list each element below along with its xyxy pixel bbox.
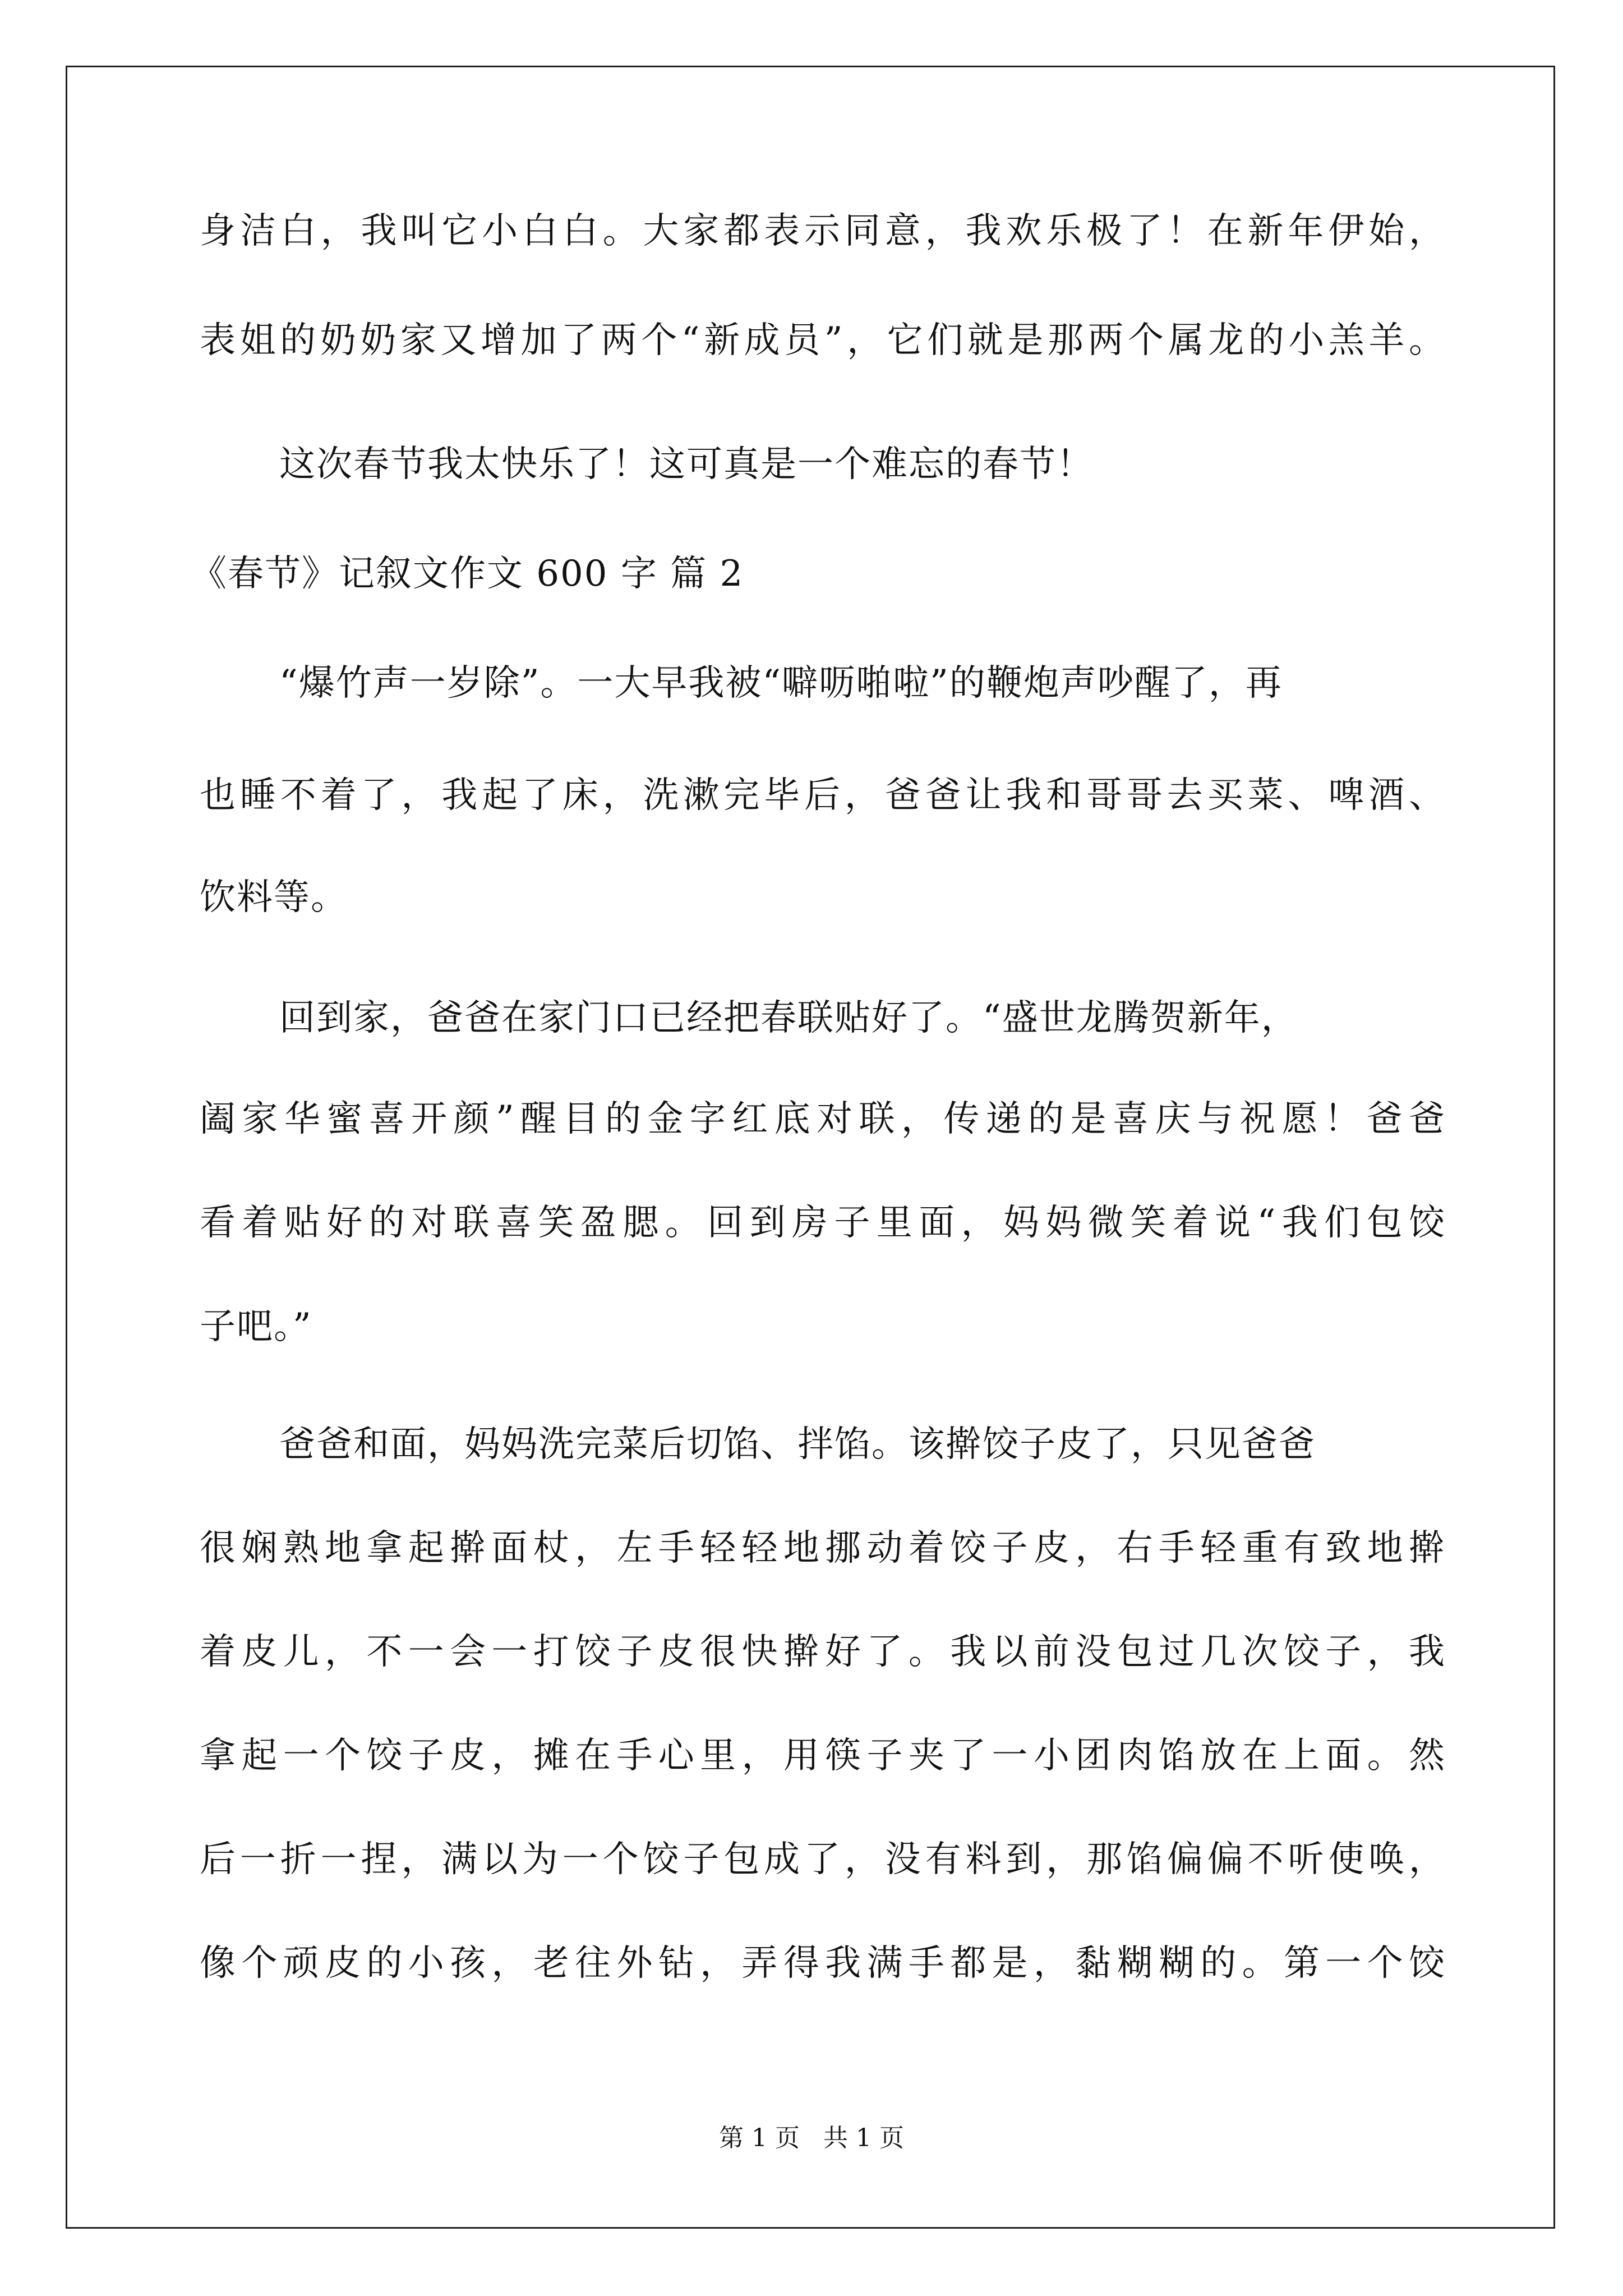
text-line: 拿起一个饺子皮，摊在手心里，用筷子夹了一小团肉馅放在上面。然: [200, 1735, 1445, 1777]
text-line: 后一折一捏，满以为一个饺子包成了，没有料到，那馅偏偏不听使唤，: [200, 1839, 1445, 1880]
text-line: 这次春节我太快乐了！这可真是一个难忘的春节！: [279, 444, 1094, 485]
text-line: 着皮儿，不一会一打饺子皮很快擀好了。我以前没包过几次饺子，我: [200, 1631, 1445, 1673]
text-line: 阖家华蜜喜开颜”醒目的金字红底对联，传递的是喜庆与祝愿！爸爸: [200, 1098, 1445, 1140]
text-line: 看着贴好的对联喜笑盈腮。回到房子里面，妈妈微笑着说“我们包饺: [200, 1202, 1445, 1244]
text-line: “爆竹声一岁除”。一大早我被“噼呖啪啦”的鞭炮声吵醒了，再: [279, 662, 1283, 704]
text-line: 身洁白，我叫它小白白。大家都表示同意，我欢乐极了！在新年伊始，: [200, 210, 1445, 252]
page-footer: 第 1 页 共 1 页: [719, 2124, 904, 2152]
text-line: 子吧。”: [200, 1306, 312, 1347]
section-heading: 《春节》记叙文作文 600 字 篇 2: [191, 553, 744, 595]
text-line: 饮料等。: [200, 877, 348, 918]
page-border: [66, 66, 1555, 2229]
text-line: 表姐的奶奶家又增加了两个“新成员”，它们就是那两个属龙的小羔羊。: [200, 320, 1445, 361]
text-line: 像个顽皮的小孩，老往外钻，弄得我满手都是，黏糊糊的。第一个饺: [200, 1943, 1445, 1984]
text-line: 回到家，爸爸在家门口已经把春联贴好了。“盛世龙腾贺新年，: [279, 997, 1298, 1039]
text-line: 也睡不着了，我起了床，洗漱完毕后，爸爸让我和哥哥去买菜、啤酒、: [200, 775, 1445, 816]
text-line: 很娴熟地拿起擀面杖，左手轻轻地挪动着饺子皮，右手轻重有致地擀: [200, 1527, 1445, 1569]
text-line: 爸爸和面，妈妈洗完菜后切馅、拌馅。该擀饺子皮了，只见爸爸: [279, 1424, 1316, 1465]
